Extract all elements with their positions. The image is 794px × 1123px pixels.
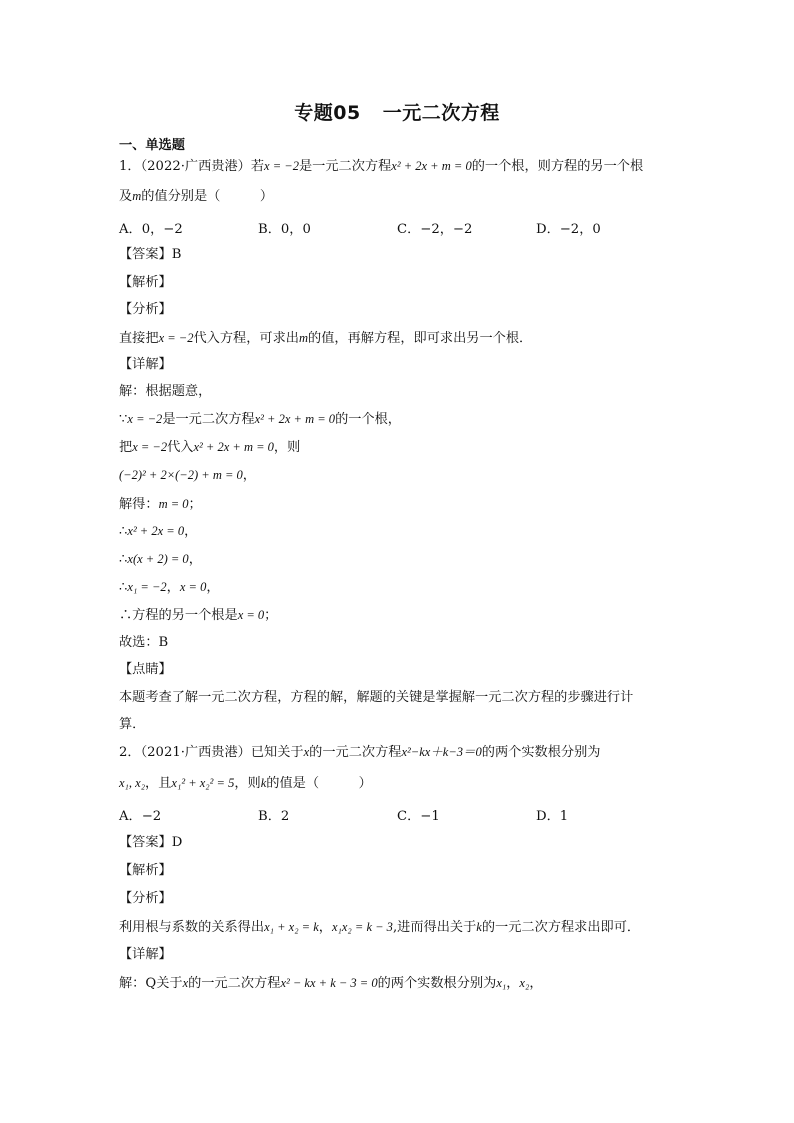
q2-answer: 【答案】D <box>119 835 183 850</box>
q1-fenxi-heading: 【分析】 <box>119 302 172 317</box>
q1-step-10: 故选：B <box>119 635 169 650</box>
q2-fenxi-text: 利用根与系数的关系得出x₁ + x₂ = k，x₁x₂ = k − 3,进而得出关于k的一元二次方程求出即可． <box>119 920 641 935</box>
title-number: 专题05 <box>294 102 361 124</box>
q1-step-2: ∵x = −2是一元二次方程x² + 2x + m = 0的一个根， <box>119 412 401 427</box>
q2-option-a: A．−2 <box>119 809 162 824</box>
q1-option-b: B．0，0 <box>258 222 311 237</box>
q1-dianjing-heading: 【点睛】 <box>119 662 172 677</box>
q2-step-1: 解：Q关于x的一元二次方程x² − kx + k − 3 = 0的两个实数根分别为x₁，x₂， <box>119 976 543 991</box>
q1-dianjing-line2: 算． <box>119 717 146 732</box>
q1-step-6: ∴x² + 2x = 0， <box>119 524 198 539</box>
q2-stem-line1: 2．（2021·广西贵港）已知关于x的一元二次方程x²−kx＋k−3＝0的两个实数根分别为 <box>119 745 601 760</box>
q1-jiexi: 【解析】 <box>119 275 172 290</box>
q1-step-7: ∴x(x + 2) = 0， <box>119 552 202 567</box>
q1-step-3: 把x = −2代入x² + 2x + m = 0，则 <box>119 440 301 455</box>
q1-stem-line2: 及m的值分别是（ ） <box>119 189 274 204</box>
q1-step-1: 解：根据题意， <box>119 384 212 399</box>
q2-fenxi-heading: 【分析】 <box>119 891 172 906</box>
q1-step-5: 解得：m = 0； <box>119 497 202 512</box>
q2-option-b: B．2 <box>258 809 290 824</box>
q2-option-c: C．−1 <box>397 809 440 824</box>
q2-option-d: D．1 <box>536 809 569 824</box>
q1-step-9: ∴方程的另一个根是x = 0； <box>119 608 278 623</box>
title-topic: 一元二次方程 <box>382 102 500 124</box>
q2-xiangjie-heading: 【详解】 <box>119 947 172 962</box>
q1-option-a: A．0，−2 <box>119 222 183 237</box>
q1-xiangjie-heading: 【详解】 <box>119 357 172 372</box>
q1-option-d: D．−2，0 <box>536 222 601 237</box>
q2-stem-line2: x₁, x₂，且x₁² + x₂² = 5，则k的值是（ ） <box>119 776 372 791</box>
q1-answer: 【答案】B <box>119 247 182 262</box>
q1-fenxi-text: 直接把x = −2代入方程，可求出m的值，再解方程，即可求出另一个根． <box>119 331 533 346</box>
q1-step-4: (−2)² + 2×(−2) + m = 0， <box>119 468 256 483</box>
q1-stem-line1: 1．（2022·广西贵港）若x = −2是一元二次方程x² + 2x + m = 0的一个根，则方程的另一个根 <box>119 159 644 174</box>
section-heading: 一、单选题 <box>119 138 185 153</box>
page-title <box>0 98 794 125</box>
q1-dianjing-line1: 本题考查了解一元二次方程，方程的解，解题的关键是掌握解一元二次方程的步骤进行计 <box>119 690 634 705</box>
q1-step-8: ∴x₁ = −2，x = 0， <box>119 580 220 595</box>
q1-option-c: C．−2，−2 <box>397 222 473 237</box>
q2-jiexi: 【解析】 <box>119 863 172 878</box>
